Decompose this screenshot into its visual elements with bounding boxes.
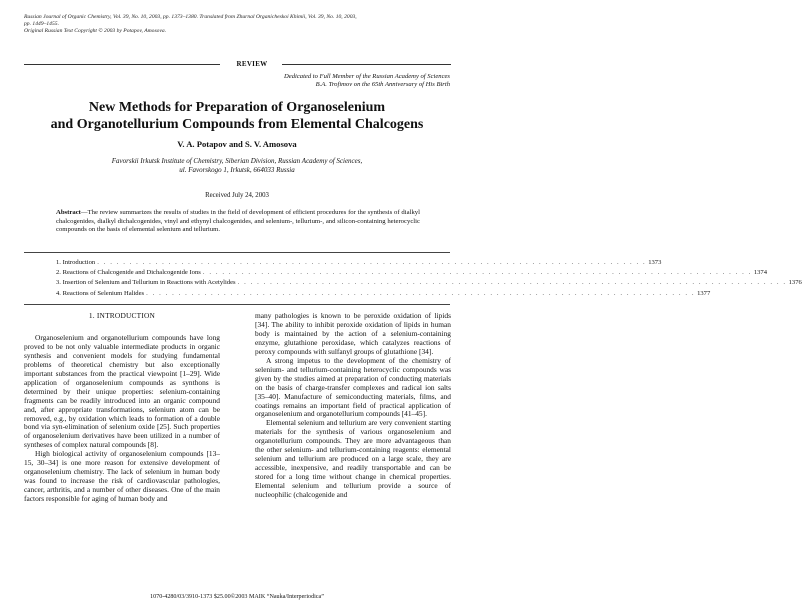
title-line: New Methods for Preparation of Organoselenium [88, 100, 386, 115]
body-paragraph: Organoselenium and organotellurium compounds have long proved to be not only valuable intermediate products in organic synthesis and convenient models for studying fundamental problems of theoretical chemistry but also exceptionally important substances from the practical viewpoint [1–29]. Wide application of organoselenium compounds as synthons is determined by their unique properties: selenium-containing fragments can be readily introduced into an organic compound and, after appropriate transformations, selenium atom can be removed, e.g., by oxidation which leads to formation of a double bond via syn-elimination of selenium oxide [25]. Such properties of organoselenium derivatives have been utilized in a number of syntheses of complex natural compounds [8]. [24, 332, 220, 450]
toc-entry-page: 1374 [753, 269, 768, 277]
table-of-contents [56, 259, 802, 300]
toc-entry-title: 3. Insertion of Selenium and Tellurium in Reactions with Acetylides [56, 279, 236, 287]
article-title [24, 99, 450, 133]
body-paragraph: High biological activity of organoselenium compounds [13–15, 30–34] is one more reason for extensive development of organoselenium chemistry. The lack of selenium in human body was found to increase the risk of cardiovascular pathologies, cancer, arthritis, and a number of other diseases. One of the main factors responsible for aging of human body and [24, 449, 220, 504]
review-rule-left [24, 64, 220, 65]
toc-entry-title: 2. Reactions of Chalcogenide and Dichalcogenide Ions [56, 269, 201, 277]
toc-entry[interactable] [56, 289, 711, 300]
toc-entry[interactable] [56, 259, 662, 269]
authors: V. A. Potapov and S. V. Amosova [177, 139, 297, 149]
toc-entry-page: 1377 [697, 289, 711, 297]
title-line: and Organotellurium Compounds from Elemental Chalcogens [50, 117, 424, 132]
toc-leader-dots: . . . . . . . . . . . . . . . . . . . . . . . . . . . . . . . . . . . . . . . . . . . . . . . . . . . . . . . . . . . . . . . . . . . . . . . . . . . . . . . . . . . . . [146, 289, 696, 297]
left-column [24, 312, 220, 504]
toc-entry-title: 4. Reactions of Selenium Halides [56, 289, 145, 297]
toc-entry-title: 1. Introduction [56, 259, 96, 266]
toc-entry-page: 1376 [788, 279, 802, 287]
toc-leader-dots: . . . . . . . . . . . . . . . . . . . . . . . . . . . . . . . . . . . . . . . . . . . . . . . . . . . . . . . . . . . . . . . . . . . . . . . . . . . . . . . . . . . . . [237, 279, 787, 287]
abstract-text: —The review summarizes the results of studies in the field of development of efficient procedures for the synthesis of dialkyl chalcogenides, dialkyl dichalcogenides, vinyl and ethynyl chalcogenides, and selenium-, tellurium-, and silicon-containing heterocyclic compounds on the basis of elemental selenium and tellurium. [56, 209, 420, 233]
body-paragraph: many pathologies is known to be peroxide oxidation of lipids [34]. The ability to inhibit peroxide oxidation of lipids in human body is maintained by the action of a selenium-containing enzyme, glutathione peroxidase, which catalyzes reactions of peroxy compounds with sulfanyl groups of glutathione [34]. [255, 311, 451, 356]
toc-leader-dots: . . . . . . . . . . . . . . . . . . . . . . . . . . . . . . . . . . . . . . . . . . . . . . . . . . . . . . . . . . . . . . . . . . . . . . . . . . . . . . . . . . . . . [97, 259, 647, 266]
journal-header-line: pp. 1449–1455. [24, 21, 59, 27]
journal-header [24, 14, 444, 35]
abstract [56, 209, 420, 235]
review-label: REVIEW [236, 60, 268, 68]
section-title: 1. INTRODUCTION [88, 311, 156, 320]
toc-rule-top [24, 252, 450, 253]
body-paragraph: Elemental selenium and tellurium are very convenient starting materials for the synthesis of various organoselenium and organotellurium compounds. They are more advantageous than the other selenium- and tellurium-containing reagents: elemental selenium and tellurium are produced on a large scale, they are accessible, inexpensive, and readily transportable and can be stored for a long time without change in chemical properties. Elemental selenium and tellurium provide a source of nucleophilic (chalcogenide and [255, 418, 451, 500]
toc-entry[interactable] [56, 269, 768, 279]
review-rule-right [282, 64, 451, 65]
abstract-label: Abstract [56, 209, 81, 216]
dedication-line: B.A. Trofimov on the 65th Anniversary of His Birth [315, 81, 450, 89]
toc-rule-bottom [24, 304, 450, 305]
affiliation-line: ul. Favorskogo 1, Irkutsk, 664033 Russia [179, 166, 295, 174]
toc-entry-page: 1373 [648, 259, 662, 266]
toc-entry[interactable] [56, 279, 802, 289]
right-column [255, 312, 451, 500]
journal-header-line: Russian Journal of Organic Chemistry, Vol. 39, No. 10, 2003, pp. 1373–1380. Translated from Zhurnal Organicheskoi Khimii, Vol. 39, No. 10, 2003, [24, 14, 357, 20]
toc-leader-dots: . . . . . . . . . . . . . . . . . . . . . . . . . . . . . . . . . . . . . . . . . . . . . . . . . . . . . . . . . . . . . . . . . . . . . . . . . . . . . . . . . . . . . [202, 269, 752, 277]
affiliation-line: Favorskii Irkutsk Institute of Chemistry, Siberian Division, Russian Academy of Sciences, [111, 157, 363, 165]
body-paragraph: A strong impetus to the development of the chemistry of selenium- and tellurium-containing heterocyclic compounds was given by the studies aimed at preparation of conducting materials on the basis of charge-transfer complexes and radical ion salts [35–40]. Manufacture of semiconducting materials, films, and coatings remains an important field of practical application of organoselenium and organotellurium compounds [41–45]. [255, 355, 451, 419]
copyright-footer: 1070-4280/03/3910-1373 $25.00©2003 MAIK “Nauka/Interperiodica” [150, 594, 324, 600]
dedication [150, 73, 450, 89]
received-date: Received July 24, 2003 [205, 192, 269, 199]
journal-header-line: Original Russian Text Copyright © 2003 by Potapov, Amosova. [24, 28, 167, 34]
dedication-line: Dedicated to Full Member of the Russian Academy of Sciences [284, 73, 450, 80]
affiliation [24, 157, 450, 175]
